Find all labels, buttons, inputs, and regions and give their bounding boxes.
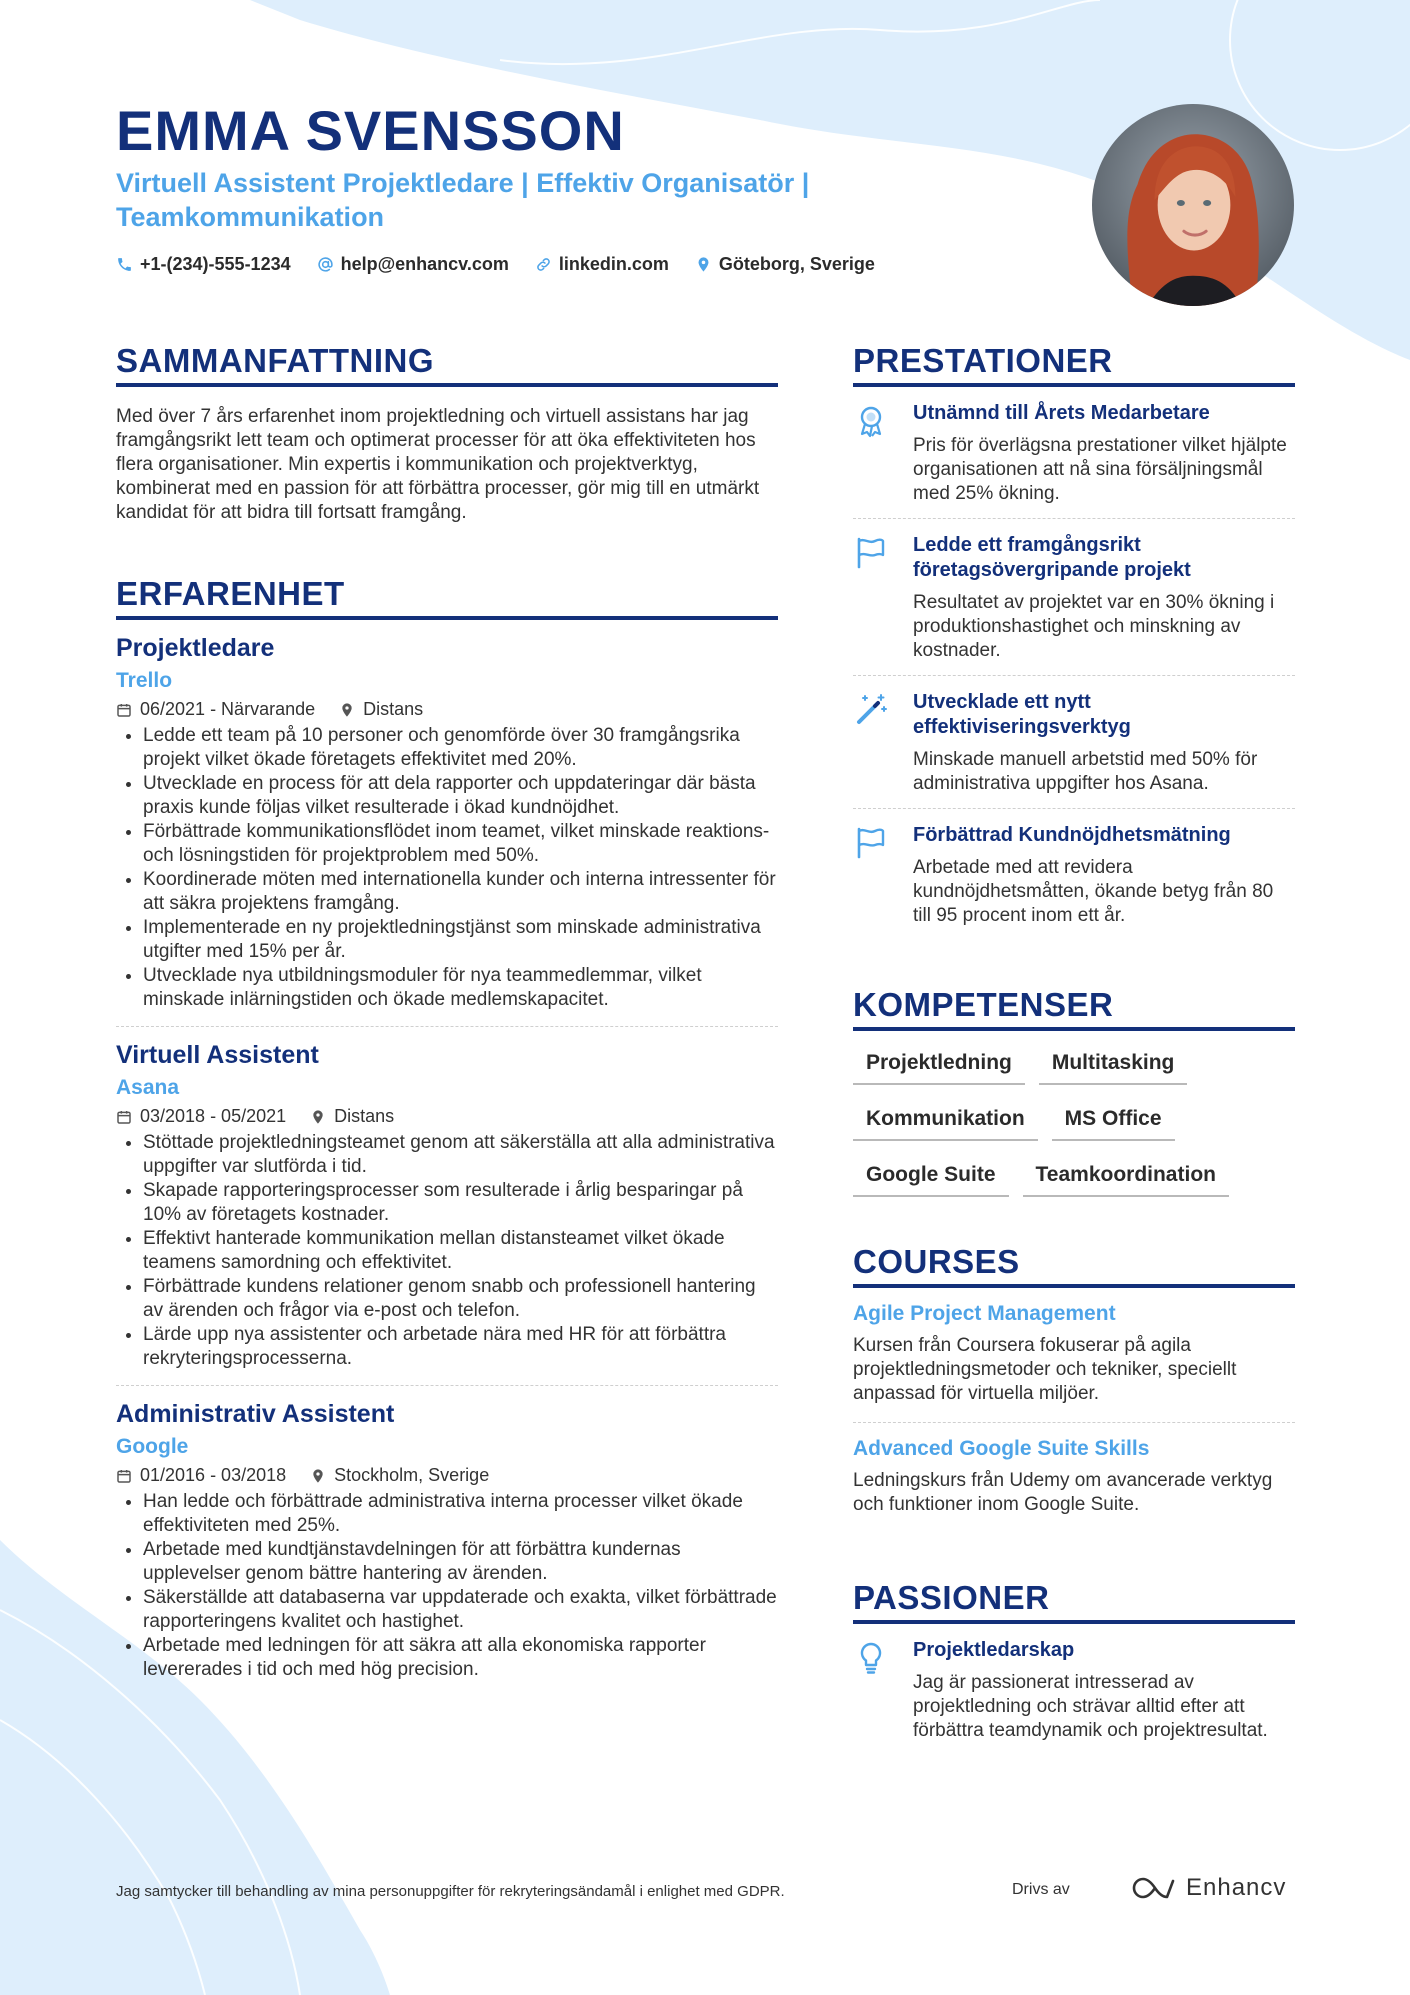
section-title-experience: ERFARENHET bbox=[116, 575, 778, 620]
at-icon bbox=[317, 256, 334, 273]
contact-location bbox=[695, 254, 875, 275]
achievement-title: Utvecklade ett nytt effektiviseringsverktyg bbox=[913, 691, 1131, 738]
job-company: Trello bbox=[116, 669, 173, 692]
section-title-passions: PASSIONER bbox=[853, 1579, 1295, 1624]
contact-linkedin[interactable] bbox=[535, 254, 669, 275]
candidate-headline: Virtuell Assistent Projektledare | Effektiv Organisatör | Teamkommunikation bbox=[116, 168, 810, 232]
achievement-item bbox=[853, 676, 1295, 809]
summary-text: Med över 7 års erfarenhet inom projektledning och virtuell assistans har jag framgångsrikt lett team och optimerat processer för att öka effektiviteten hos flera organisationer. Min expertis i kommunikation och projektverktyg, kombinerat med en passion för att förbättra processer, gör mig till en utmärkt kandidat för att bidra till fortsatt framgång. bbox=[116, 406, 760, 523]
achievement-desc: Minskade manuell arbetstid med 50% för administrativa uppgifter hos Asana. bbox=[913, 749, 1258, 794]
skills-list bbox=[853, 1031, 1295, 1197]
brand-name: Enhancv bbox=[1186, 1874, 1287, 1901]
list-item: • Utvecklade en process för att dela rapporter och uppdateringar där bästa praxis kunde följas vilket resulterade i ökad kundnöjdhet. bbox=[143, 772, 778, 820]
skills-section bbox=[853, 986, 1295, 1197]
link-icon bbox=[535, 256, 552, 273]
achievement-desc: Resultatet av projektet var en 30% ökning i produktionshastighet och minskning av kostnader. bbox=[913, 592, 1275, 661]
candidate-name: EMMA SVENSSON bbox=[116, 99, 625, 162]
achievement-title: Förbättrad Kundnöjdhetsmätning bbox=[913, 824, 1231, 846]
contact-phone-text: +1-(234)-555-1234 bbox=[140, 254, 291, 274]
achievement-title: Utnämnd till Årets Medarbetare bbox=[913, 402, 1210, 424]
job-bullets bbox=[116, 1131, 778, 1371]
job-location: Distans bbox=[363, 699, 424, 719]
summary-section bbox=[116, 342, 778, 525]
job-dates: 01/2016 - 03/2018 bbox=[140, 1465, 287, 1485]
location-icon bbox=[310, 1468, 326, 1484]
job-entry bbox=[116, 620, 778, 1027]
right-column bbox=[853, 342, 1295, 1755]
infinity-logo-icon bbox=[1132, 1875, 1178, 1901]
location-icon bbox=[695, 256, 712, 273]
section-title-achievements: PRESTATIONER bbox=[853, 342, 1295, 387]
skill-tag: MS Office bbox=[1052, 1107, 1175, 1141]
contact-linkedin-text: linkedin.com bbox=[558, 254, 669, 274]
list-item: • Stöttade projektledningsteamet genom att säkerställa att alla administrativa uppgifter var slutförda i tid. bbox=[143, 1131, 778, 1179]
list-item: • Koordinerade möten med internationella kunder och interna intressenter för att säkra projektens framgång. bbox=[143, 868, 778, 916]
course-item bbox=[853, 1288, 1295, 1423]
course-item bbox=[853, 1423, 1295, 1533]
job-meta bbox=[116, 1106, 778, 1127]
achievement-item bbox=[853, 387, 1295, 519]
course-title: Advanced Google Suite Skills bbox=[853, 1437, 1150, 1460]
course-desc: Kursen från Coursera fokuserar på agila projektledningsmetoder och tekniker, speciellt anpassad för virtuella miljöer. bbox=[853, 1335, 1237, 1404]
job-dates: 03/2018 - 05/2021 bbox=[140, 1106, 287, 1126]
passion-item bbox=[853, 1624, 1295, 1755]
job-title: Projektledare bbox=[116, 634, 275, 662]
section-title-skills: KOMPETENSER bbox=[853, 986, 1295, 1031]
list-item: • Lärde upp nya assistenter och arbetade nära med HR för att förbättra rekryteringsprocesserna. bbox=[143, 1323, 778, 1371]
list-item: • Arbetade med kundtjänstavdelningen för att förbättra kundernas upplevelser genom bättre hantering av ärenden. bbox=[143, 1538, 778, 1586]
job-bullets bbox=[116, 724, 778, 1012]
job-company: Google bbox=[116, 1435, 189, 1458]
list-item: • Ledde ett team på 10 personer och genomförde över 30 framgångsrika projekt vilket ökade företagets effektivitet med 20%. bbox=[143, 724, 778, 772]
list-item: • Förbättrade kommunikationsflödet inom teamet, vilket minskade reaktions- och lösningstiden för projektproblem med 50%. bbox=[143, 820, 778, 868]
course-title: Agile Project Management bbox=[853, 1302, 1116, 1325]
flag-icon bbox=[853, 825, 889, 861]
award-icon bbox=[853, 403, 889, 439]
skill-tag: Projektledning bbox=[853, 1051, 1025, 1085]
list-item: • Förbättrade kundens relationer genom snabb och professionell hantering av ärenden och frågor via e-post och telefon. bbox=[143, 1275, 778, 1323]
job-entry bbox=[116, 1027, 778, 1386]
contact-email-text: help@enhancv.com bbox=[340, 254, 509, 274]
job-location: Stockholm, Sverige bbox=[334, 1465, 490, 1485]
job-bullets bbox=[116, 1490, 778, 1682]
job-meta bbox=[116, 1465, 778, 1486]
contact-bar bbox=[116, 254, 875, 275]
calendar-icon bbox=[116, 1468, 132, 1484]
job-company: Asana bbox=[116, 1076, 180, 1099]
section-title-summary: SAMMANFATTNING bbox=[116, 342, 778, 387]
list-item: • Utvecklade nya utbildningsmoduler för nya teammedlemmar, vilket minskade inlärningstiden och ökade medlemskapacitet. bbox=[143, 964, 778, 1012]
skill-tag: Multitasking bbox=[1039, 1051, 1188, 1085]
experience-section bbox=[116, 575, 778, 1696]
skill-tag: Kommunikation bbox=[853, 1107, 1038, 1141]
enhancv-logo[interactable] bbox=[1132, 1874, 1286, 1902]
job-location: Distans bbox=[334, 1106, 395, 1126]
contact-location-text: Göteborg, Sverige bbox=[718, 254, 875, 274]
passion-desc: Jag är passionerat intresserad av projektledning och strävar alltid efter att förbättra teamdynamik och projektresultat. bbox=[913, 1672, 1268, 1741]
list-item: • Arbetade med ledningen för att säkra att alla ekonomiska rapporter levererades i tid och med hög precision. bbox=[143, 1634, 778, 1682]
achievement-title: Ledde ett framgångsrikt företagsövergripande projekt bbox=[913, 534, 1191, 581]
achievement-desc: Pris för överlägsna prestationer vilket hjälpte organisationen att nå sina försäljningsmål med 25% ökning. bbox=[913, 435, 1287, 504]
list-item: • Säkerställde att databaserna var uppdaterade och exakta, vilket förbättrade rapporteringens kvalitet och hastighet. bbox=[143, 1586, 778, 1634]
achievements-section bbox=[853, 342, 1295, 940]
job-title: Virtuell Assistent bbox=[116, 1041, 319, 1069]
lightbulb-icon bbox=[853, 1640, 889, 1676]
job-entry bbox=[116, 1386, 778, 1696]
magic-wand-icon bbox=[853, 692, 889, 728]
powered-by-label: Drivs av bbox=[1012, 1881, 1070, 1898]
skill-tag: Teamkoordination bbox=[1023, 1163, 1229, 1197]
section-title-courses: COURSES bbox=[853, 1243, 1295, 1288]
achievement-item bbox=[853, 809, 1295, 940]
job-dates: 06/2021 - Närvarande bbox=[140, 699, 316, 719]
skill-tag: Google Suite bbox=[853, 1163, 1009, 1197]
course-desc: Ledningskurs från Udemy om avancerade verktyg och funktioner inom Google Suite. bbox=[853, 1470, 1273, 1515]
phone-icon bbox=[116, 256, 133, 273]
contact-email[interactable] bbox=[317, 254, 509, 275]
job-meta bbox=[116, 699, 778, 720]
calendar-icon bbox=[116, 1109, 132, 1125]
list-item: • Han ledde och förbättrade administrativa interna processer vilket ökade effektiviteten med 25%. bbox=[143, 1490, 778, 1538]
passion-title: Projektledarskap bbox=[913, 1639, 1075, 1661]
location-icon bbox=[310, 1109, 326, 1125]
job-title: Administrativ Assistent bbox=[116, 1400, 395, 1428]
achievement-desc: Arbetade med att revidera kundnöjdhetsmåtten, ökande betyg från 80 till 95 procent inom ett år. bbox=[913, 857, 1274, 926]
list-item: • Implementerade en ny projektledningstjänst som minskade administrativa utgifter med 15% per år. bbox=[143, 916, 778, 964]
contact-phone[interactable] bbox=[116, 254, 291, 275]
gdpr-consent-note: Jag samtycker till behandling av mina personuppgifter för rekryteringsändamål i enlighet med GDPR. bbox=[116, 1883, 785, 1900]
profile-photo bbox=[1092, 104, 1294, 306]
left-column bbox=[116, 342, 778, 1696]
achievement-item bbox=[853, 519, 1295, 676]
flag-icon bbox=[853, 535, 889, 571]
courses-section bbox=[853, 1243, 1295, 1533]
calendar-icon bbox=[116, 702, 132, 718]
list-item: • Effektivt hanterade kommunikation mellan distansteamet vilket ökade teamens samordning och effektivitet. bbox=[143, 1227, 778, 1275]
location-icon bbox=[339, 702, 355, 718]
passions-section bbox=[853, 1579, 1295, 1755]
list-item: • Skapade rapporteringsprocesser som resulterade i årlig besparingar på 10% av företagets kostnader. bbox=[143, 1179, 778, 1227]
